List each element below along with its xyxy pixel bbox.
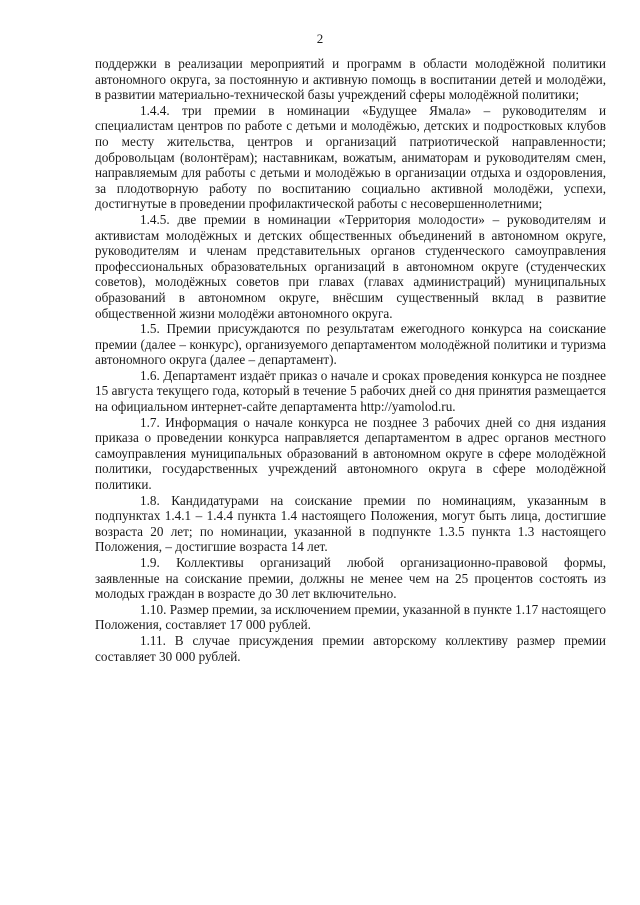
paragraph-1-8: 1.8. Кандидатурами на соискание премии по номинациям, указанным в подпунктах 1.4.1 – 1.4.4 пункта 1.4 настоящего Положения, могут быть лица, достигшие возраста 20 лет; по номинации, указанной в подпункте 1.3.5 пункта 1.3 настоящего Положения, – достигшие возраста 14 лет. bbox=[95, 492, 606, 555]
page-number: 2 bbox=[316, 31, 324, 46]
paragraph-1-5: 1.5. Премии присуждаются по результатам ежегодного конкурса на соискание премии (далее – конкурс), организуемого департаментом молодёжной политики и туризма автономного округа (далее – департамент). bbox=[95, 321, 606, 368]
paragraph-1-11: 1.11. В случае присуждения премии авторскому коллективу размер премии составляет 30 000 рублей. bbox=[95, 632, 606, 664]
paragraph-1-6: 1.6. Департамент издаёт приказ о начале и сроках проведения конкурса не позднее 15 августа текущего года, который в течение 5 рабочих дней со дня принятия размещается на официальном интернет-сайте департамента http://yamolod.ru. bbox=[95, 367, 606, 415]
document-body bbox=[95, 56, 606, 664]
paragraph-continuation: поддержки в реализации мероприятий и программ в области молодёжной политики автономного округа, за постоянную и активную помощь в воспитании детей и молодёжи, в развитии материально-технической базы учреждений сферы молодёжной политики; bbox=[95, 56, 606, 103]
paragraph-1-4-5: 1.4.5. две премии в номинации «Территория молодости» – руководителям и активистам молодёжных и детских общественных объединений в автономном округе, руководителям и членам представительных органов студенческого самоуправления профессиональных образовательных организаций в автономном округе (студенческих советов), молодёжных советов при главах (главах администраций) муниципальных образований в автономном округе, внёсшим существенный вклад в развитие общественной жизни молодёжи автономного округа. bbox=[95, 211, 606, 321]
paragraph-1-7: 1.7. Информация о начале конкурса не позднее 3 рабочих дней со дня издания приказа о проведении конкурса направляется департаментом в адрес органов местного самоуправления муниципальных образований в автономном округе в сфере молодёжной политики, государственных учреждений автономного округа в сфере молодёжной политики. bbox=[95, 414, 606, 493]
paragraph-1-4-4: 1.4.4. три премии в номинации «Будущее Ямала» – руководителям и специалистам центров по работе с детьми и молодёжью, детских и подростковых клубов по месту жительства, центров и организаций патриотической направленности; добровольцам (волонтёрам); наставникам, вожатым, аниматорам и руководителям смен, направляемым для работы с детьми и молодёжью в организации отдыха и оздоровления, за плодотворную работу по воспитанию социально активной молодёжи, успехи, достигнутые в проведении профилактической работы с несовершеннолетними; bbox=[95, 102, 606, 212]
paragraph-1-10: 1.10. Размер премии, за исключением премии, указанной в пункте 1.17 настоящего Положения, составляет 17 000 рублей. bbox=[95, 601, 606, 633]
paragraph-1-9: 1.9. Коллективы организаций любой организационно-правовой формы, заявленные на соискание премии, должны не менее чем на 25 процентов состоять из молодых граждан в возрасте до 30 лет включительно. bbox=[95, 555, 606, 602]
